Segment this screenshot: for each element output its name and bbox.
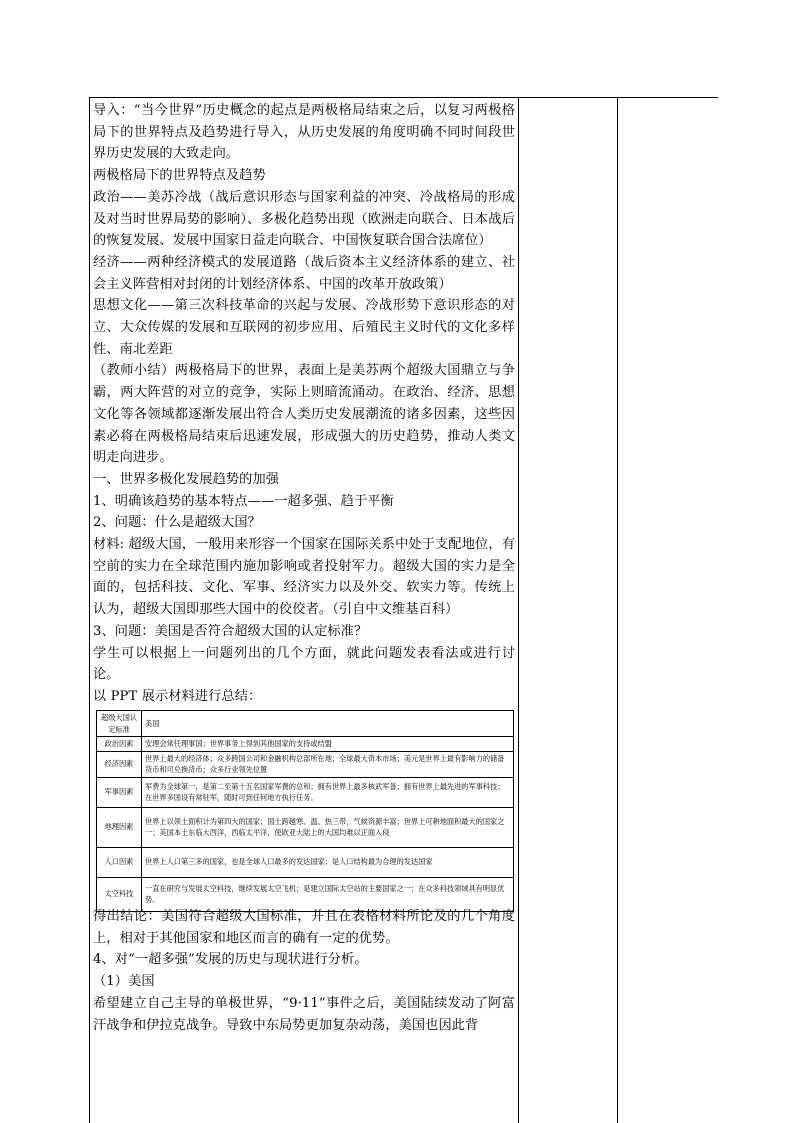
table-cell-value: 世界上以领土面积计为第四大的国家；国土跨越寒、温、热三带，气候资源丰富；世界上可耕地面积最大的国家之一；美国本土东临大西洋，西临太平洋，使欧亚大陆上的大国均难以正面入侵 bbox=[142, 807, 514, 847]
table-header-usa: 美国 bbox=[142, 711, 514, 737]
lesson-content-bottom bbox=[93, 906, 515, 1036]
table-cell-value: 军费为全球第一，是第二至第十五名国家军费的总和；拥有世界上最多核武军备；拥有世界上最先进的军事科技；在世界多国设有常驻军，随时可到任何地方执行任务。 bbox=[142, 777, 514, 807]
paragraph-point-3: 3、问题：美国是否符合超级大国的认定标准？ bbox=[93, 623, 368, 639]
paragraph-student-discussion: 学生可以根据上一问题列出的几个方面，就此问题发表看法或进行讨论。 bbox=[93, 645, 515, 683]
table-border-top bbox=[89, 97, 718, 98]
table-row bbox=[97, 847, 514, 877]
paragraph-economy: 经济——两种经济模式的发展道路（战后资本主义经济体系的建立、社会主义阵营相对封闭的计划经济体系、中国的改革开放政策） bbox=[93, 254, 515, 292]
table-cell-key: 军事因素 bbox=[97, 777, 142, 807]
paragraph-usa-heading: （1）美国 bbox=[93, 974, 155, 990]
table-cell-value: 世界上最大的经济体；众多跨国公司和金融机构总部所在地；全球最大资本市场；美元是世界上最有影响力的储备货币和可兑换货币；众多行业领先位置 bbox=[142, 751, 514, 777]
paragraph-teacher-summary: （教师小结）两极格局下的世界，表面上是美苏两个超级大国鼎立与争霸，两大阵营的对立的竞争，实际上则暗流涌动。在政治、经济、思想文化等各领域都逐渐发展出符合人类历史发展潮流的诸多因素，这些因素必将在两极格局结束后迅速发展，形成强大的历史趋势，推动人类文明走向进步。 bbox=[93, 363, 515, 466]
table-header-criteria: 超级大国认定标准 bbox=[97, 711, 142, 737]
table-cell-value: 安理会常任理事国；世界事务上得到其他国家的支持或结盟 bbox=[142, 737, 514, 752]
paragraph-point-4: 4、对“一超多强”发展的历史与现状进行分析。 bbox=[93, 952, 368, 968]
paragraph-section-one: 一、世界多极化发展趋势的加强 bbox=[93, 471, 280, 487]
paragraph-point-1: 1、明确该趋势的基本特点——一超多强、趋于平衡 bbox=[93, 493, 394, 509]
paragraph-intro: 导入：“当今世界”历史概念的起点是两极格局结束之后，以复习两极格局下的世界特点及趋势进行导入，从历史发展的角度明确不同时间段世界历史发展的大致走向。 bbox=[93, 103, 515, 162]
lesson-content-top bbox=[93, 100, 515, 708]
table-cell-key: 太空科技 bbox=[97, 877, 142, 911]
paragraph-usa-detail: 希望建立自己主导的单极世界，“9·11”事件之后，美国陆续发动了阿富汗战争和伊拉克战争。导致中东局势更加复杂动荡，美国也因此背 bbox=[93, 995, 515, 1033]
table-border-col2 bbox=[518, 97, 519, 1123]
superpower-criteria-table bbox=[96, 710, 514, 912]
paragraph-conclusion: 得出结论：美国符合超级大国标准，并且在表格材料所论及的几个角度上，相对于其他国家和地区而言的确有一定的优势。 bbox=[93, 909, 515, 946]
table-row bbox=[97, 777, 514, 807]
paragraph-culture: 思想文化——第三次科技革命的兴起与发展、冷战形势下意识形态的对立、大众传媒的发展和互联网的初步应用、后殖民主义时代的文化多样性、南北差距 bbox=[93, 298, 515, 357]
paragraph-politics: 政治——美苏冷战（战后意识形态与国家利益的冲突、冷战格局的形成及对当时世界局势的影响）、多极化趋势出现（欧洲走向联合、日本战后的恢复发展、发展中国家日益走向联合、中国恢复联合国合法席位） bbox=[93, 189, 515, 249]
paragraph-point-2: 2、问题：什么是超级大国？ bbox=[93, 515, 261, 531]
table-row bbox=[97, 751, 514, 777]
table-row bbox=[97, 711, 514, 737]
table-border-col3 bbox=[617, 97, 618, 1123]
table-cell-value: 一直在研究与发展太空科技，继续发展太空飞机；是建立国际太空站的主要国家之一；在众多科技领域具有明显优势。 bbox=[142, 877, 514, 911]
table-row bbox=[97, 807, 514, 847]
table-cell-value: 世界上人口第三多的国家，也是全球人口最多的发达国家；是人口结构最为合理的发达国家 bbox=[142, 847, 514, 877]
table-cell-key: 经济因素 bbox=[97, 751, 142, 777]
table-cell-key: 政治因素 bbox=[97, 737, 142, 752]
paragraph-ppt-summary: 以 PPT 展示材料进行总结： bbox=[93, 688, 262, 704]
table-cell-key: 地理因素 bbox=[97, 807, 142, 847]
paragraph-material: 材料: 超级大国，一般用来形容一个国家在国际关系中处于支配地位，有空前的实力在全球范围内施加影响或者投射军力。超级大国的实力是全面的，包括科技、文化、军事、经济实力以及外交、软实力等。传统上认为，超级大国即那些大国中的佼佼者。（引自中文维基百科） bbox=[93, 537, 515, 618]
paragraph-heading-bipolar: 两极格局下的世界特点及趋势 bbox=[93, 168, 266, 184]
table-border-left bbox=[89, 97, 90, 1123]
table-row bbox=[97, 737, 514, 752]
table-cell-key: 人口因素 bbox=[97, 847, 142, 877]
